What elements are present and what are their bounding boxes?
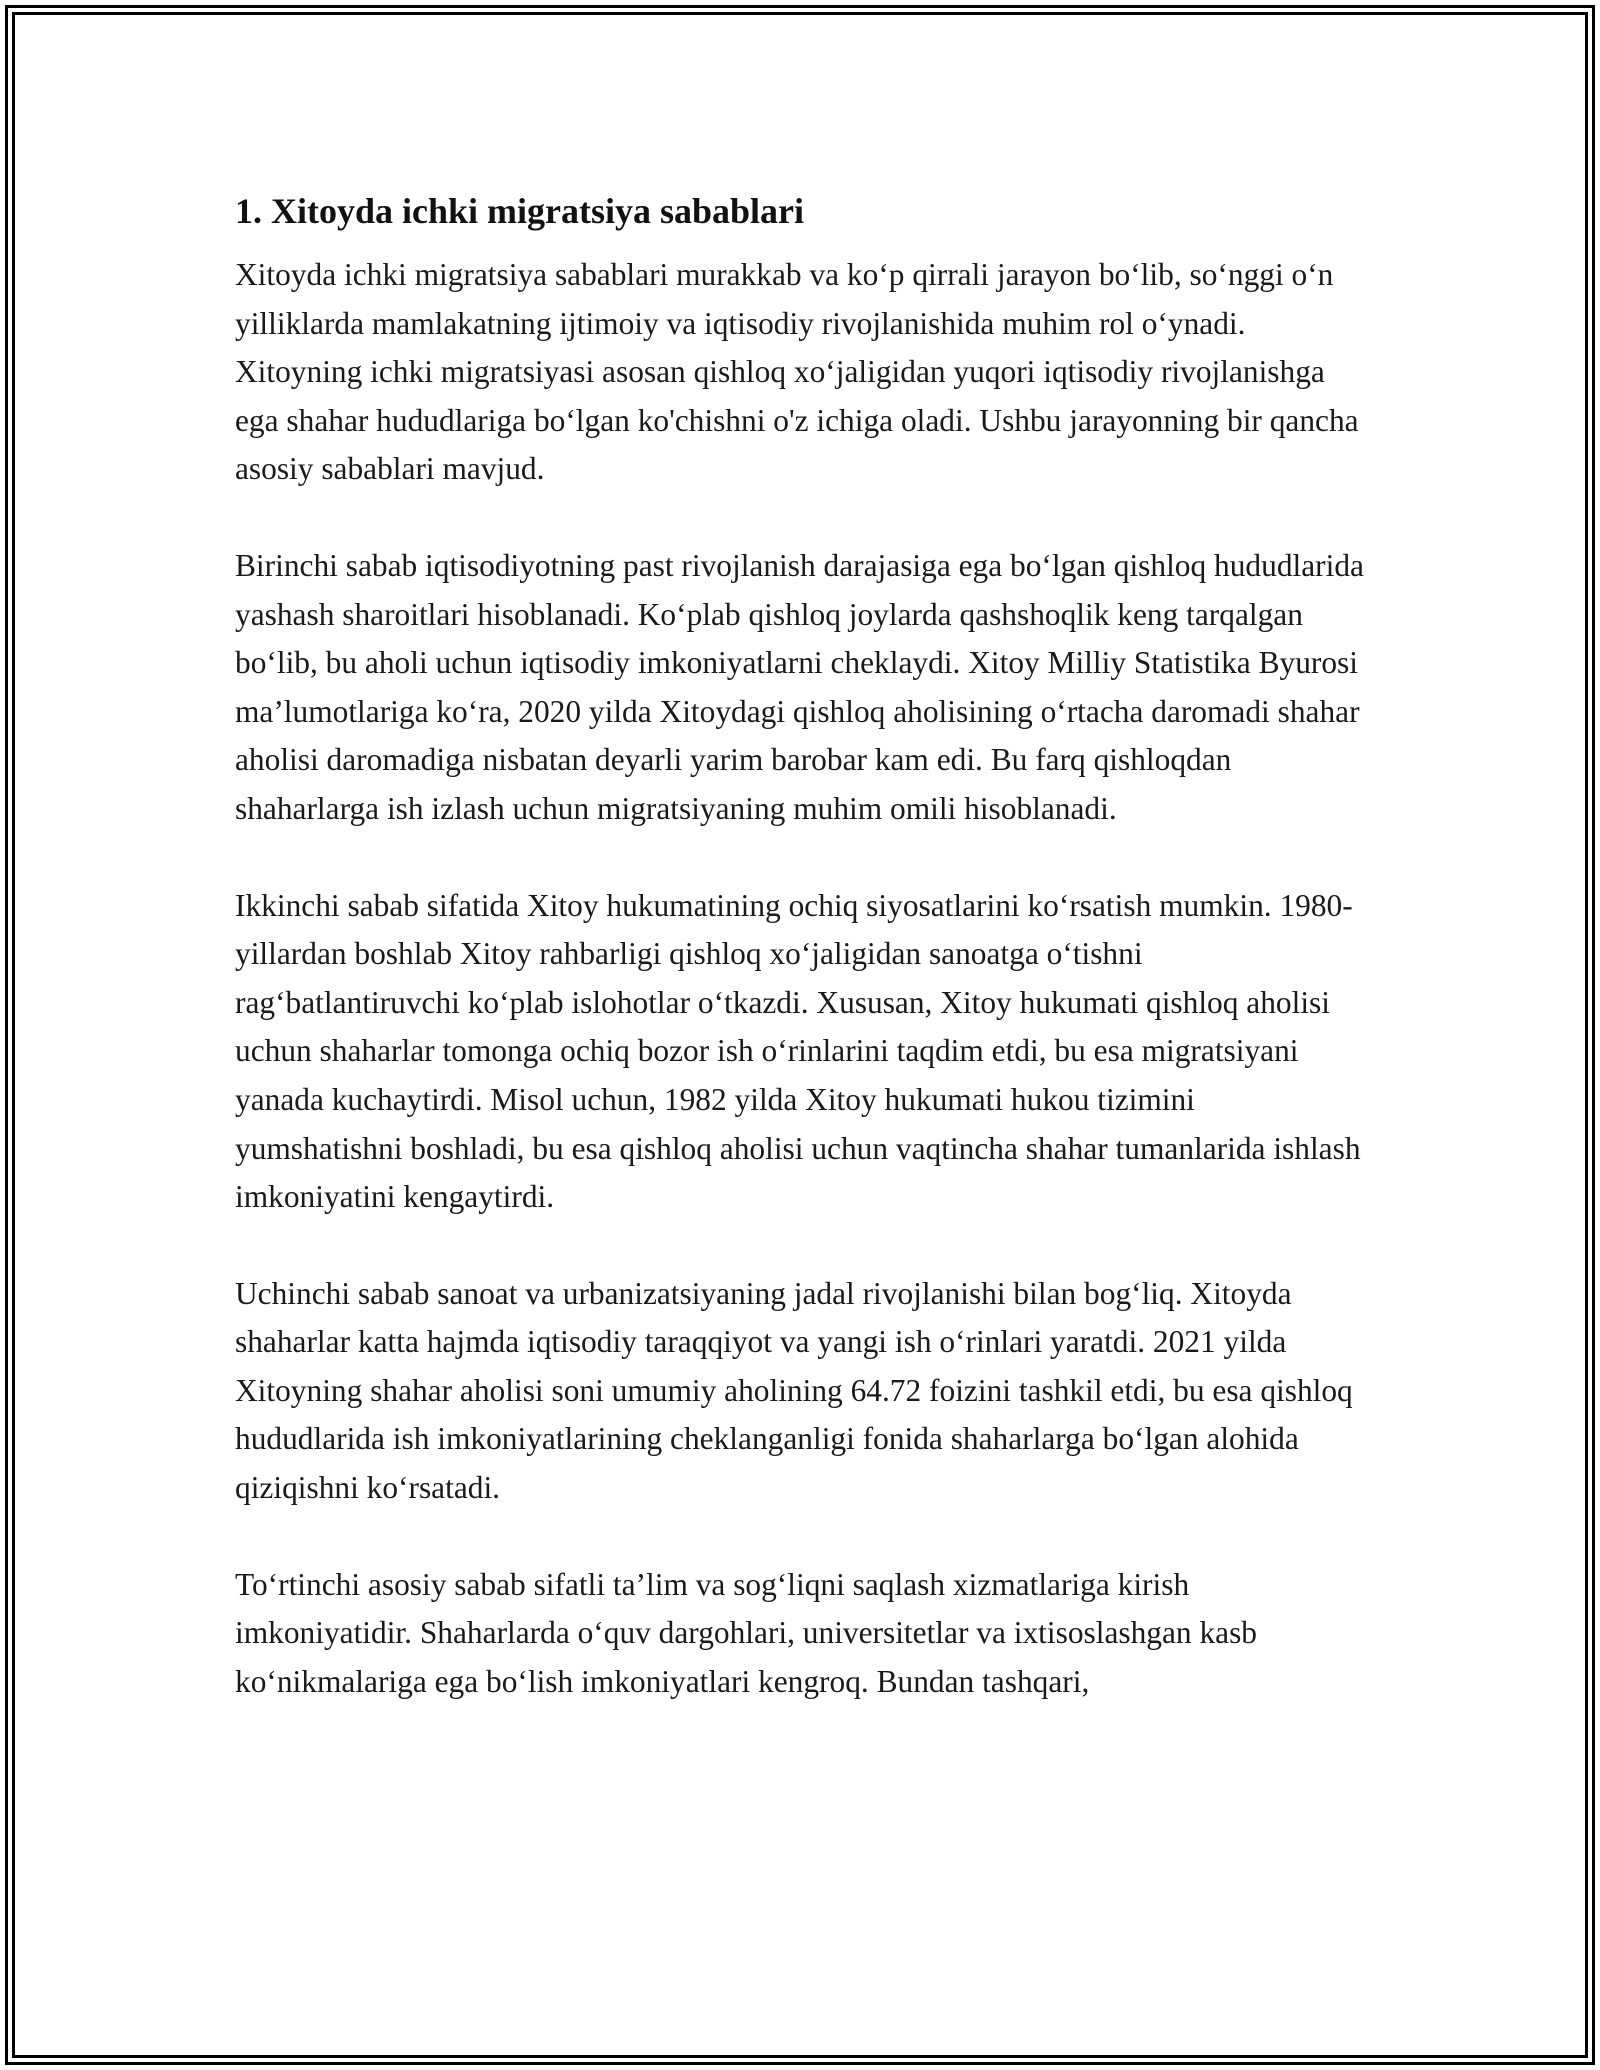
paragraph-2: Birinchi sabab iqtisodiyotning past rivojlanish darajasiga ega bo‘lgan qishloq hududlarida yashash sharoitlari hisoblanadi. Ko‘plab qishloq joylarda qashshoqlik keng tarqalgan bo‘lib, bu aholi uchun iqtisodiy imkoniyatlarni cheklaydi. Xitoy Milliy Statistika Byurosi ma’lumotlariga ko‘ra, 2020 yilda Xitoydagi qishloq aholisining o‘rtacha daromadi shahar aholisi daromadiga nisbatan deyarli yarim barobar kam edi. Bu farq qishloqdan shaharlarga ish izlash uchun migratsiyaning muhim omili hisoblanadi. [235, 547, 1364, 826]
paragraph-4: Uchinchi sabab sanoat va urbanizatsiyaning jadal rivojlanishi bilan bog‘liq. Xitoyda shaharlar katta hajmda iqtisodiy taraqqiyot va yangi ish o‘rinlari yaratdi. 2021 yilda Xitoyning shahar aholisi soni umumiy aholining 64.72 foizini tashkil etdi, bu esa qishloq hududlarida ish imkoniyatlarining cheklanganligi fonida shaharlarga bo‘lgan alohida qiziqishni ko‘rsatadi. [235, 1275, 1353, 1506]
paragraph-5: To‘rtinchi asosiy sabab sifatli ta’lim va sog‘liqni saqlash xizmatlariga kirish imkoniyatidir. Shaharlarda o‘quv dargohlari, universitetlar va ixtisoslashgan kasb ko‘nikmalariga ega bo‘lish imkoniyatlari kengroq. Bundan tashqari, [235, 1566, 1258, 1699]
document-body [235, 185, 1370, 1706]
paragraph-3: Ikkinchi sabab sifatida Xitoy hukumatining ochiq siyosatlarini ko‘rsatish mumkin. 1980-yillardan boshlab Xitoy rahbarligi qishloq xo‘jaligidan sanoatga o‘tishni rag‘batlantiruvchi ko‘plab islohotlar o‘tkazdi. Xususan, Xitoy hukumati qishloq aholisi uchun shaharlar tomonga ochiq bozor ish o‘rinlarini taqdim etdi, bu esa migratsiyani yanada kuchaytirdi. Misol uchun, 1982 yilda Xitoy hukumati hukou tizimini yumshatishni boshladi, bu esa qishloq aholisi uchun vaqtincha shahar tumanlarida ishlash imkoniyatini kengaytirdi. [235, 887, 1361, 1215]
paragraph-1: Xitoyda ichki migratsiya sabablari murakkab va ko‘p qirrali jarayon bo‘lib, so‘nggi o‘n yilliklarda mamlakatning ijtimoiy va iqtisodiy rivojlanishida muhim rol o‘ynadi. Xitoyning ichki migratsiyasi asosan qishloq xo‘jaligidan yuqori iqtisodiy rivojlanishga ega shahar hududlariga bo‘lgan ko'chishni o'z ichiga oladi. Ushbu jarayonning bir qancha asosiy sabablari mavjud. [235, 257, 1359, 487]
section-heading: 1. Xitoyda ichki migratsiya sabablari [235, 191, 805, 231]
